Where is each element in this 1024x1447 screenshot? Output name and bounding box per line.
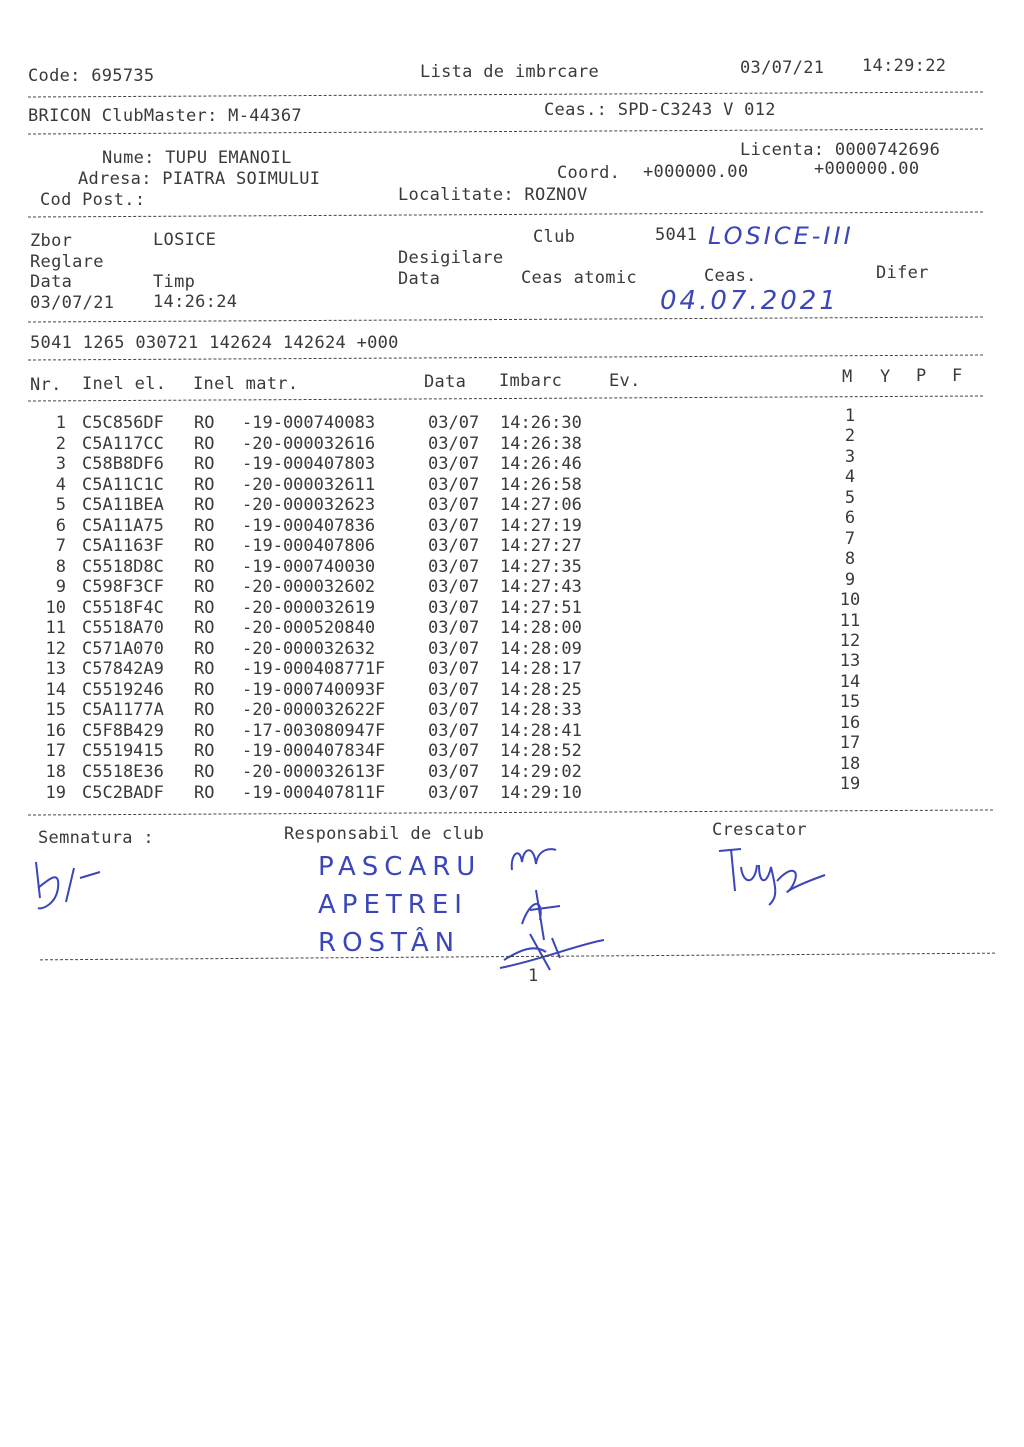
basketing-time: 14:27:35 — [500, 556, 582, 577]
ring-number: -20-000032616 — [242, 433, 376, 454]
position-m: 12 — [839, 630, 861, 651]
responsible-name-2: APETREI — [318, 890, 468, 920]
row-number: 3 — [55, 454, 66, 475]
col-header-nr: Nr. — [30, 375, 62, 395]
basketing-date: 03/07 — [428, 741, 480, 762]
basketing-date: 03/07 — [428, 433, 480, 454]
basketing-time: 14:26:46 — [500, 454, 582, 475]
ring-number: -19-000408771F — [242, 659, 386, 680]
electronic-ring: C5A117CC — [82, 433, 164, 454]
page-number: 1 — [528, 966, 539, 986]
ring-number: -19-000407803 — [242, 454, 376, 475]
flight-label: Zbor — [30, 231, 73, 251]
country-code: RO — [194, 618, 215, 639]
device-model: BRICON ClubMaster: M-44367 — [28, 106, 302, 126]
row-number: 10 — [45, 597, 66, 618]
ring-number: -20-000032632 — [242, 638, 376, 659]
electronic-ring: C5A1177A — [82, 700, 164, 721]
basketing-time: 14:26:58 — [500, 474, 582, 495]
position-m: 7 — [844, 528, 856, 549]
ring-number: -19-000407806 — [242, 536, 376, 557]
basketing-date: 03/07 — [428, 556, 480, 577]
breeder-label: Crescator — [712, 820, 807, 840]
summary-line: 5041 1265 030721 142624 142624 +000 — [30, 333, 399, 353]
atomic-clock-label: Ceas atomic — [521, 268, 637, 288]
setting-time: 14:26:24 — [153, 292, 238, 312]
document-title: Lista de imbrcare — [420, 62, 600, 82]
basketing-time: 14:27:06 — [500, 495, 582, 516]
signature-mark — [30, 858, 110, 918]
basketing-time: 14:28:25 — [500, 679, 582, 700]
responsible-name-1: PASCARU — [318, 852, 482, 882]
basketing-time: 14:27:27 — [500, 536, 582, 557]
col-header-f: F — [952, 366, 963, 386]
divider — [28, 91, 983, 97]
col-header-basketing: Imbarc — [499, 371, 563, 391]
breeder-signature — [715, 845, 835, 915]
electronic-ring: C5F8B429 — [82, 720, 164, 741]
code-label: Code: 695735 — [28, 66, 155, 86]
position-m: 13 — [839, 651, 861, 672]
basketing-date: 03/07 — [428, 700, 480, 721]
basketing-time: 14:28:00 — [500, 618, 582, 639]
row-number: 17 — [45, 741, 66, 762]
electronic-ring: C5A1163F — [82, 536, 164, 557]
country-code: RO — [194, 577, 215, 598]
country-code: RO — [194, 556, 215, 577]
flight-location: LOSICE — [153, 230, 217, 250]
basketing-time: 14:27:19 — [500, 515, 582, 536]
ring-number: -19-000740030 — [242, 556, 376, 577]
ring-number: -20-000032623 — [242, 495, 376, 516]
basketing-time: 14:28:17 — [500, 659, 582, 680]
divider — [28, 128, 983, 134]
country-code: RO — [194, 515, 215, 536]
position-m: 9 — [844, 569, 856, 590]
country-code: RO — [194, 474, 215, 495]
ring-number: -20-000032602 — [242, 577, 376, 598]
electronic-ring: C571A070 — [82, 638, 164, 659]
ring-number: -19-000407836 — [242, 515, 376, 536]
position-m: 15 — [839, 692, 861, 713]
position-m: 3 — [844, 446, 856, 467]
row-number: 18 — [45, 762, 66, 782]
divider — [28, 809, 993, 815]
device-clock: Ceas.: SPD-C3243 V 012 — [544, 100, 776, 120]
col-header-event: Ev. — [609, 371, 641, 391]
country-code: RO — [194, 720, 215, 741]
divider — [28, 395, 983, 401]
col-header-date: Data — [424, 372, 467, 392]
electronic-ring: C5A11A75 — [82, 515, 164, 536]
unsealing-date-label: Data — [398, 269, 441, 289]
row-number: 14 — [45, 679, 66, 700]
ring-number: -17-003080947F — [242, 720, 386, 741]
divider — [28, 354, 983, 360]
row-number: 7 — [55, 536, 66, 557]
club-responsible-label: Responsabil de club — [284, 824, 485, 844]
col-header-y: Y — [880, 367, 891, 387]
time-label: Timp — [153, 272, 196, 292]
ring-number: -19-000407834F — [242, 741, 386, 762]
country-code: RO — [194, 659, 215, 680]
ring-number: -20-000032619 — [242, 597, 376, 618]
row-number: 13 — [45, 659, 66, 680]
handwritten-flight-place: LOSICE-III — [708, 222, 854, 250]
setting-date: 03/07/21 — [30, 293, 115, 313]
country-code: RO — [194, 433, 215, 454]
coord-value-2: +000000.00 — [814, 159, 920, 179]
locality: Localitate: ROZNOV — [398, 185, 588, 205]
electronic-ring: C5A11BEA — [82, 495, 164, 516]
ring-number: -19-000740093F — [242, 679, 386, 700]
ring-number: -20-000520840 — [242, 618, 376, 639]
row-number: 8 — [55, 556, 66, 577]
electronic-ring: C598F3CF — [82, 577, 164, 598]
country-code: RO — [194, 700, 215, 721]
col-header-electronic-ring: Inel el. — [82, 374, 167, 394]
basketing-time: 14:28:52 — [500, 741, 582, 762]
fancier-name: Nume: TUPU EMANOIL — [102, 148, 292, 168]
position-m: 17 — [839, 733, 861, 754]
position-m: 2 — [844, 426, 856, 447]
row-number: 5 — [55, 495, 66, 516]
clock-label: Ceas. — [704, 266, 757, 286]
ring-number: -19-000407811F — [242, 782, 386, 803]
electronic-ring: C5518F4C — [82, 597, 164, 618]
row-number: 15 — [45, 700, 66, 721]
electronic-ring: C5518A70 — [82, 618, 164, 639]
electronic-ring: C5519246 — [82, 679, 164, 700]
country-code: RO — [194, 454, 215, 475]
basketing-time: 14:29:10 — [500, 782, 582, 803]
country-code: RO — [194, 495, 215, 516]
col-header-ring-number: Inel matr. — [193, 374, 299, 394]
setting-label: Reglare — [30, 252, 104, 272]
electronic-ring: C58B8DF6 — [82, 454, 164, 475]
basketing-date: 03/07 — [428, 474, 480, 495]
difference-label: Difer — [876, 263, 929, 283]
electronic-ring: C5C2BADF — [82, 782, 164, 803]
basketing-date: 03/07 — [428, 720, 480, 741]
basketing-date: 03/07 — [428, 782, 480, 803]
position-m: 5 — [844, 487, 856, 508]
row-number: 12 — [45, 638, 66, 659]
country-code: RO — [194, 413, 215, 433]
basketing-date: 03/07 — [428, 762, 480, 782]
basketing-date: 03/07 — [428, 638, 480, 659]
electronic-ring: C5518D8C — [82, 556, 164, 577]
basketing-date: 03/07 — [428, 618, 480, 639]
divider — [28, 211, 983, 217]
position-m: 1 — [844, 406, 856, 426]
country-code: RO — [194, 638, 215, 659]
electronic-ring: C5A11C1C — [82, 474, 164, 495]
row-number: 19 — [45, 782, 66, 803]
basketing-date: 03/07 — [428, 536, 480, 557]
position-m: 19 — [839, 774, 861, 795]
date-label: Data — [30, 272, 73, 292]
row-number: 16 — [45, 720, 66, 741]
basketing-date: 03/07 — [428, 577, 480, 598]
coord-label: Coord. — [557, 163, 621, 183]
basketing-date: 03/07 — [428, 413, 480, 433]
postal-code: Cod Post.: — [40, 190, 146, 210]
basketing-time: 14:29:02 — [500, 762, 582, 782]
position-m: 8 — [844, 549, 856, 570]
ring-number: -20-000032613F — [242, 762, 386, 782]
basketing-date: 03/07 — [428, 454, 480, 475]
position-m: 6 — [844, 508, 856, 529]
divider — [28, 316, 983, 322]
club-label: Club — [533, 227, 576, 247]
row-number: 2 — [55, 433, 66, 454]
basketing-time: 14:28:41 — [500, 720, 582, 741]
header-time: 14:29:22 — [862, 56, 947, 76]
row-number: 6 — [55, 515, 66, 536]
basketing-time: 14:28:33 — [500, 700, 582, 721]
col-header-p: P — [916, 366, 927, 386]
electronic-ring: C57842A9 — [82, 659, 164, 680]
position-m: 10 — [839, 590, 861, 611]
electronic-ring: C5519415 — [82, 741, 164, 762]
fancier-address: Adresa: PIATRA SOIMULUI — [78, 169, 321, 189]
signature-label: Semnatura : — [38, 828, 154, 848]
club-number: 5041 — [655, 225, 698, 245]
basketing-date: 03/07 — [428, 515, 480, 536]
row-number: 1 — [55, 413, 66, 433]
position-m: 4 — [844, 467, 856, 488]
electronic-ring: C5518E36 — [82, 762, 164, 782]
row-number: 4 — [55, 474, 66, 495]
basketing-date: 03/07 — [428, 597, 480, 618]
ring-number: -19-000740083 — [242, 413, 376, 433]
basketing-time: 14:26:30 — [500, 413, 582, 433]
country-code: RO — [194, 536, 215, 557]
country-code: RO — [194, 741, 215, 762]
position-m: 11 — [839, 610, 861, 631]
fancier-licence: Licenta: 0000742696 — [740, 140, 941, 160]
ring-number: -20-000032622F — [242, 700, 386, 721]
header-date: 03/07/21 — [740, 58, 825, 78]
unsealing-label: Desigilare — [398, 248, 504, 268]
row-number: 11 — [45, 618, 66, 639]
position-m: 16 — [839, 712, 861, 733]
responsible-signatures — [500, 840, 610, 980]
basketing-time: 14:26:38 — [500, 433, 582, 454]
basketing-time: 14:27:43 — [500, 577, 582, 598]
responsible-name-3: ROSTÂN — [318, 928, 461, 958]
coord-value-1: +000000.00 — [643, 162, 749, 182]
col-header-m: M — [842, 367, 853, 387]
country-code: RO — [194, 679, 215, 700]
basketing-time: 14:27:51 — [500, 597, 582, 618]
basketing-date: 03/07 — [428, 495, 480, 516]
handwritten-date: 04.07.2021 — [660, 286, 839, 316]
ring-number: -20-000032611 — [242, 474, 376, 495]
basketing-date: 03/07 — [428, 659, 480, 680]
country-code: RO — [194, 762, 215, 782]
country-code: RO — [194, 597, 215, 618]
country-code: RO — [194, 782, 215, 803]
basketing-time: 14:28:09 — [500, 638, 582, 659]
position-m: 18 — [839, 753, 861, 774]
basketing-date: 03/07 — [428, 679, 480, 700]
row-number: 9 — [55, 577, 66, 598]
position-m: 14 — [839, 671, 861, 692]
electronic-ring: C5C856DF — [82, 413, 164, 433]
